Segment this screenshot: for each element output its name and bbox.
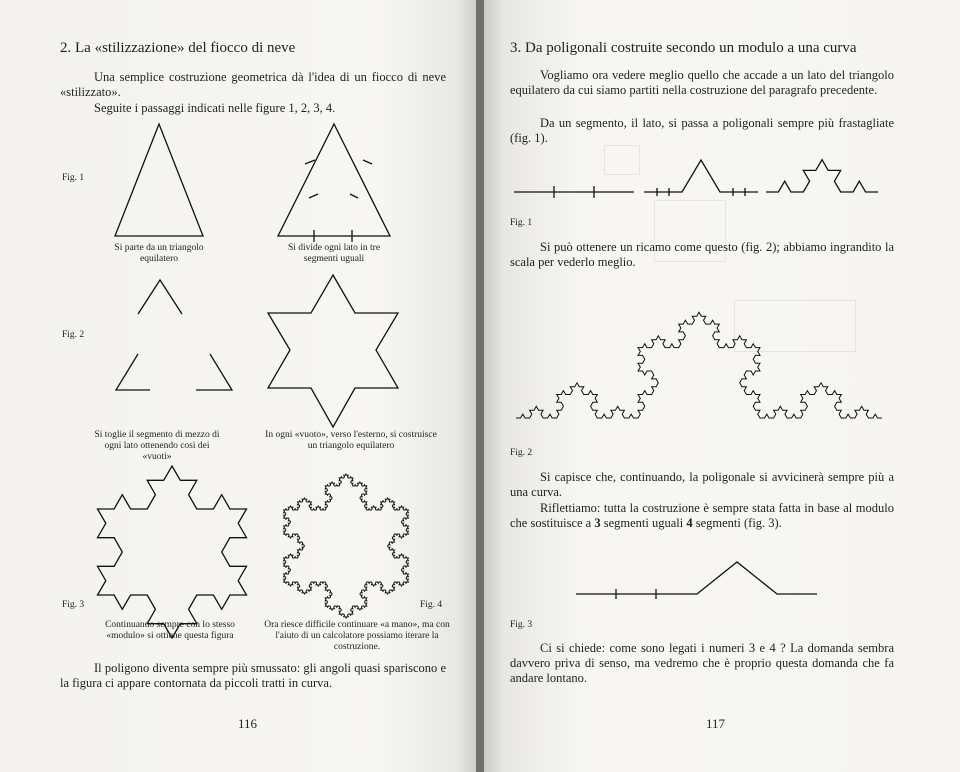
koch-segment-divided	[514, 186, 634, 198]
caption-divide-sides: Si divide ogni lato in tre segmenti uguali	[287, 243, 381, 264]
paragraph-embroidery: Si può ottenere un ricamo come questo (fig. 2); abbiamo ingrandito la scala per vederlo meglio.	[510, 240, 894, 269]
left-page	[0, 0, 476, 772]
fig2-label-right: Fig. 2	[510, 448, 533, 458]
paragraph-intro: Vogliamo ora vedere meglio quello che accade a un lato del triangolo equilatero da cui siamo partiti nella costruzione del paragrafo precedente.	[510, 68, 894, 97]
outro-paragraph: Il poligono diventa sempre più smussato: gli angoli quasi spariscono e la figura ci appare contornata da piccoli tratti in curva.	[60, 661, 446, 690]
fig3-label-right: Fig. 3	[510, 620, 533, 630]
fig3-label: Fig. 3	[62, 600, 85, 610]
fourth-iteration-snowflake	[284, 474, 409, 618]
caption-remove-middle: Si toglie il segmento di mezzo di ogni lato ottenendo così dei «vuoti»	[94, 430, 220, 462]
fig1-label-right: Fig. 1	[510, 218, 533, 228]
fig1-label: Fig. 1	[62, 173, 85, 183]
divided-triangle	[278, 124, 390, 242]
second-iteration-snowflake	[98, 466, 247, 638]
caption-calculator: Ora riesce difficile continuare «a mano», ma con l'aiuto di un calcolatore possiamo iterare la costruzione.	[264, 620, 450, 652]
paragraph-question: Ci si chiede: come sono legati i numeri 3 e 4 ? La domanda sembra davvero priva di senso, ma vedremo che è proprio questa domanda che fa andare lontano.	[510, 641, 894, 685]
intro-paragraph: Una semplice costruzione geometrica dà l'idea di un fiocco di neve «stilizzato».	[60, 70, 446, 99]
caption-same-module: Continuando sempre con lo stesso «modulo» si ottiene questa figura	[105, 620, 235, 641]
section-title-right: 3. Da poligonali costruite secondo un modulo a una curva	[510, 40, 857, 56]
paragraph-segments: Da un segmento, il lato, si passa a poligonali sempre più frastagliate (fig. 1).	[510, 116, 894, 145]
equilateral-triangle	[115, 124, 203, 236]
page-number-right: 117	[706, 716, 726, 731]
koch-curve-fourth-step	[516, 312, 882, 418]
section-title-left: 2. La «stilizzazione» del fiocco di neve	[60, 40, 296, 56]
intro-instruction: Seguite i passaggi indicati nelle figure 1, 2, 3, 4.	[94, 101, 336, 115]
koch-second-step	[766, 160, 878, 192]
koch-first-step	[644, 160, 758, 196]
caption-start-triangle: Si parte da un triangolo equilatero	[114, 243, 204, 264]
star-of-david	[268, 275, 398, 427]
fig2-label: Fig. 2	[62, 330, 85, 340]
triangle-with-gaps	[116, 280, 232, 390]
fig4-label: Fig. 4	[420, 600, 443, 610]
right-page	[484, 0, 960, 772]
page-number-left: 116	[238, 716, 258, 731]
number-three: 3	[594, 516, 601, 530]
caption-build-triangle: In ogni «vuoto», verso l'esterno, si costruisce un triangolo equilatero	[265, 430, 437, 451]
number-four: 4	[686, 516, 693, 530]
koch-generator-module	[576, 562, 817, 594]
paragraph-module: Riflettiamo: tutta la costruzione è sempre stata fatta in base al modulo che sostituisce a 3 segmenti uguali 4 segmenti (fig. 3).	[510, 501, 894, 530]
snowflake-figures	[0, 0, 476, 772]
paragraph-curve: Si capisce che, continuando, la poligonale si avvicinerà sempre più a una curva.	[510, 470, 894, 499]
